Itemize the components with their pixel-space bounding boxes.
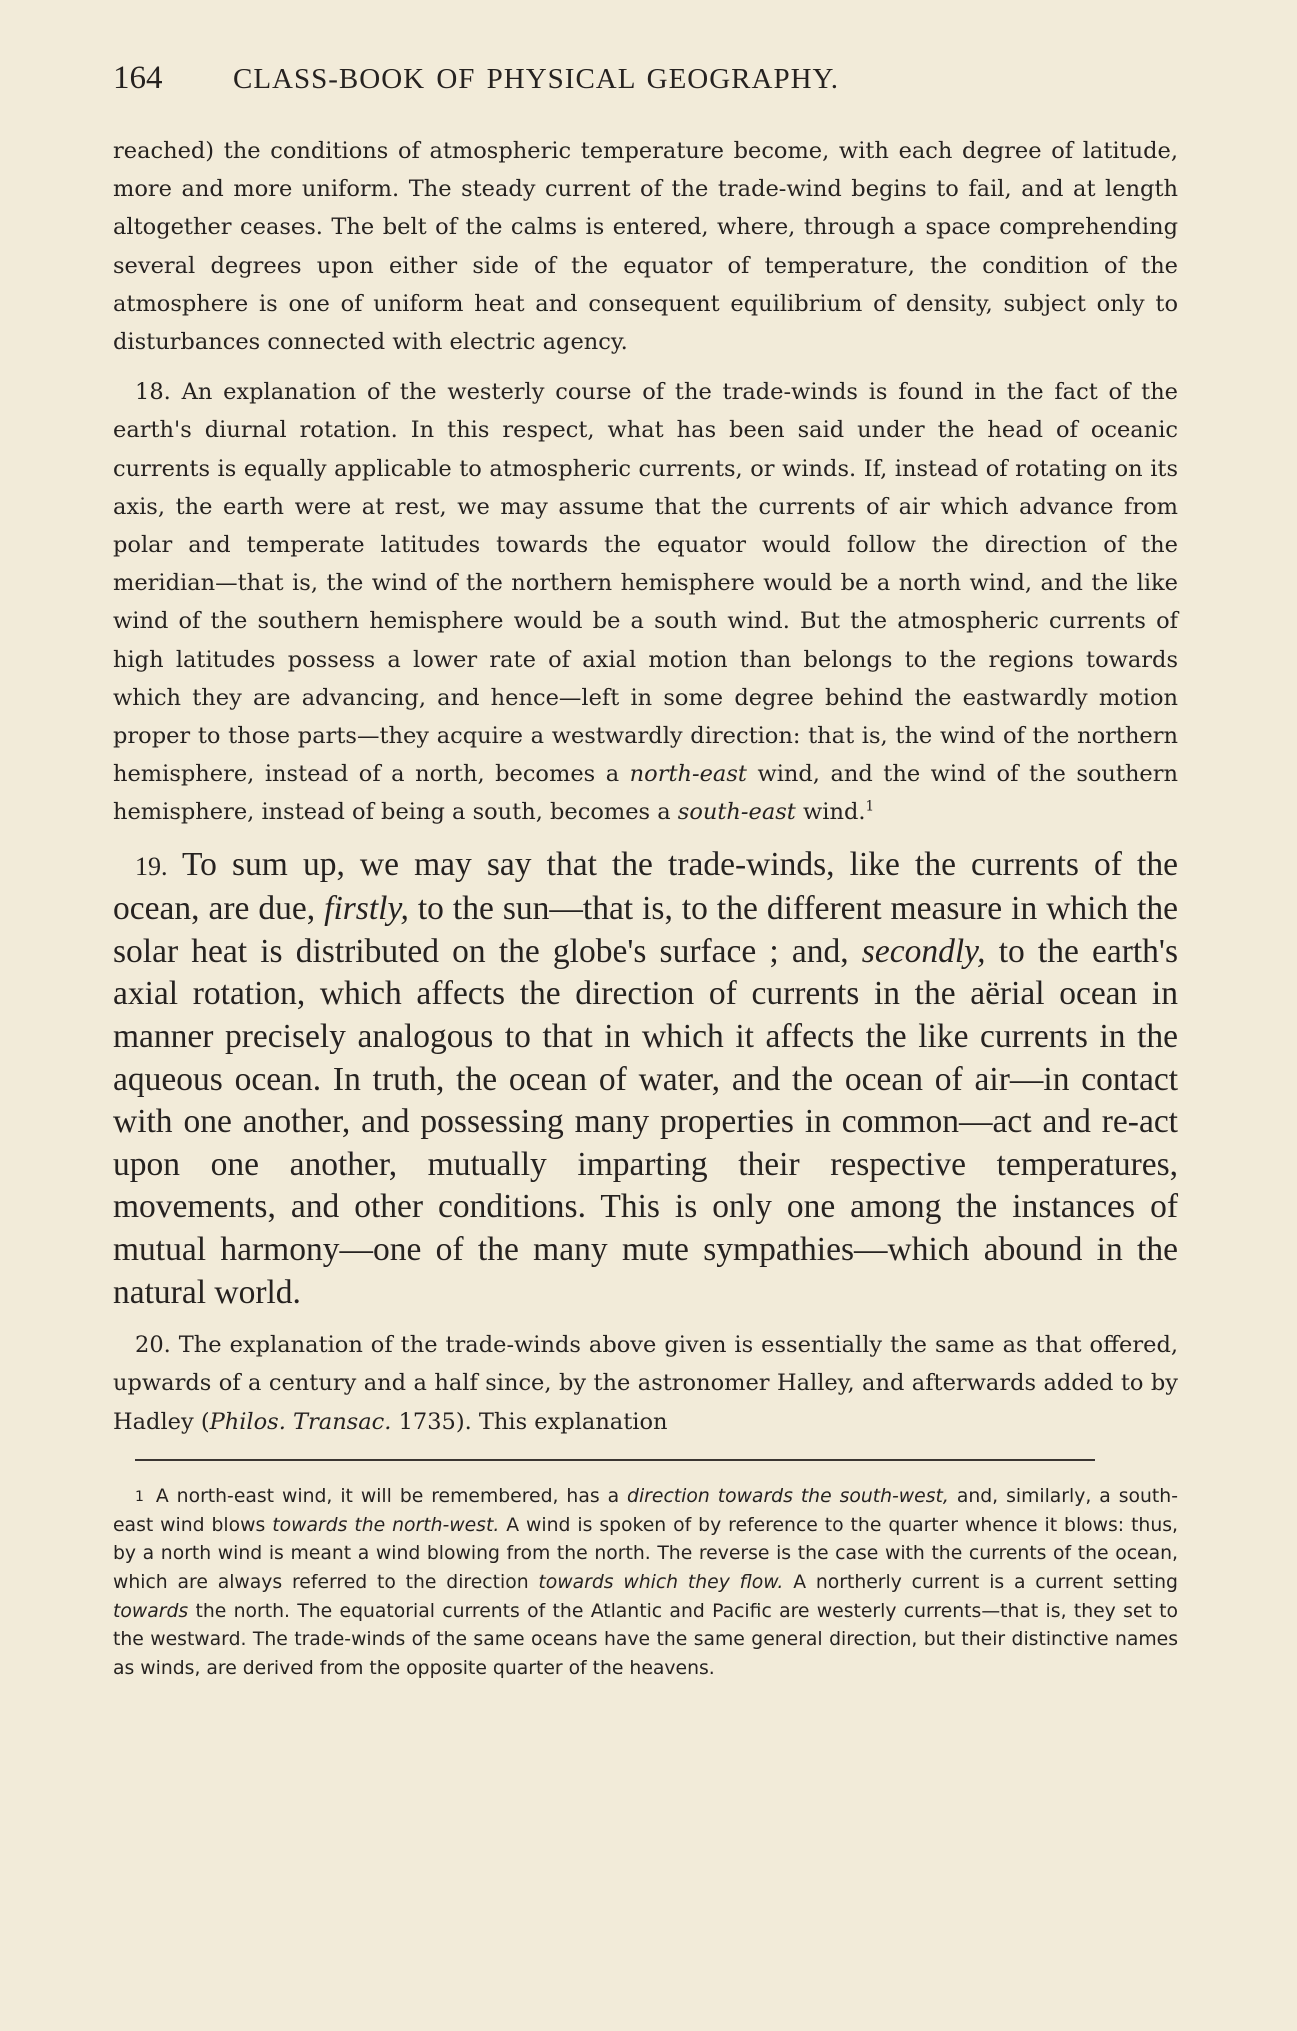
page-header [113, 60, 1178, 110]
running-title: CLASS-BOOK OF PHYSICAL GEOGRAPHY. [233, 63, 839, 95]
footnote [113, 1483, 1178, 1684]
paragraph-number: 20. [135, 1332, 171, 1359]
emphasis: secondly, [861, 932, 986, 970]
footnote-text: the north. The equatorial currents of the Atlantic and Pacific are westerly currents—that is, they set to the westward. The trade-winds of the same oceans have the same general direction, but their distinctive names as winds, are derived from the opposite quarter of the heavens. [113, 1600, 1178, 1680]
paragraph-number: 18. [135, 379, 171, 406]
emphasis: Philos. Transac. [209, 1408, 392, 1435]
paragraph-text: To sum up, we may say that the trade-winds, like the currents of the ocean, are due, [113, 845, 1178, 928]
book-page [113, 60, 1178, 1684]
paragraph-18 [113, 373, 1178, 831]
paragraph-text: to the earth's axial rotation, which affects the direction of currents in the aërial ocean in manner precisely analogous to that in which it affects the like currents in the aqueous ocean. In truth, the ocean of water, and the ocean of air—in contact with one another, and possessing many properties in common—act and re-act upon one another, mutually imparting their respective temperatures, movements, and other conditions. This is only one among the instances of mutual harmony—one of the many mute sympathies—which abound in the natural world. [113, 932, 1179, 1311]
footnote-reference: 1 [865, 798, 875, 815]
continued-paragraph-text: reached) the conditions of atmospheric temperature become, with each degree of latitude, more and more uniform. The steady current of the trade-wind begins to fail, and at length altogether ceases. The belt of the calms is entered, where, through a space comprehending several degrees upon either side of the equator of temperature, the condition of the atmosphere is one of uniform heat and consequent equilibrium of density, subject only to disturbances connected with electric agency. [113, 138, 1178, 356]
page-number: 164 [113, 60, 163, 96]
emphasis: direction towards the south-west, [627, 1485, 949, 1507]
paragraph-19 [113, 844, 1178, 1315]
paragraph-number: 19. [135, 851, 168, 881]
paragraph-text: wind, and the wind of the southern hemisphere, instead of being a south, becomes a [113, 761, 1178, 826]
footnote-text: and, similarly, a south-east wind blows [113, 1485, 1178, 1536]
emphasis: north-east [629, 761, 747, 788]
paragraph-20 [113, 1326, 1178, 1441]
emphasis: towards the north-west. [272, 1514, 500, 1536]
emphasis: towards [113, 1600, 189, 1622]
footnote-text: A wind is spoken of by reference to the quarter whence it blows: thus, by a north wind is meant a wind blowing from the north. The reverse is the case with the currents of the ocean, which are always referred to the direction [113, 1514, 1178, 1593]
footnote-mark: 1 [135, 1488, 144, 1505]
emphasis: firstly, [324, 890, 409, 928]
emphasis: south-east [677, 799, 796, 826]
footnote-text: A north-east wind, it will be remembered, has a [155, 1485, 620, 1507]
paragraph-text: The explanation of the trade-winds above given is essentially the same as that offered, upwards of a century and a half since, by the astronomer Halley, and afterwards added to by Hadley ( [113, 1332, 1178, 1435]
footnote-text: A northerly current is a current setting [793, 1571, 1178, 1593]
emphasis: towards which they flow. [538, 1571, 784, 1593]
continued-paragraph [113, 132, 1178, 361]
paragraph-text: An explanation of the westerly course of the trade-winds is found in the fact of the earth's diurnal rotation. In this respect, what has been said under the head of oceanic currents is equally applicable to atmospheric currents, or winds. If, instead of rotating on its axis, the earth were at rest, we may assume that the currents of air which advance from polar and temperate latitudes towards the equator would follow the direction of the meridian—that is, the wind of the northern hemisphere would be a north wind, and the like wind of the southern hemisphere would be a south wind. But the atmospheric currents of high latitudes possess a lower rate of axial motion than belongs to the regions towards which they are advancing, and hence—left in some degree behind the eastwardly motion proper to those parts—they acquire a westwardly direction: that is, the wind of the northern hemisphere, instead of a north, becomes a [113, 379, 1178, 788]
paragraph-text: 1735). This explanation [398, 1408, 668, 1435]
paragraph-text: to the sun—that is, to the different measure in which the solar heat is distributed on the globe's surface ; and, [113, 890, 1179, 970]
footnote-divider [135, 1459, 1095, 1461]
paragraph-text: wind. [803, 799, 866, 826]
